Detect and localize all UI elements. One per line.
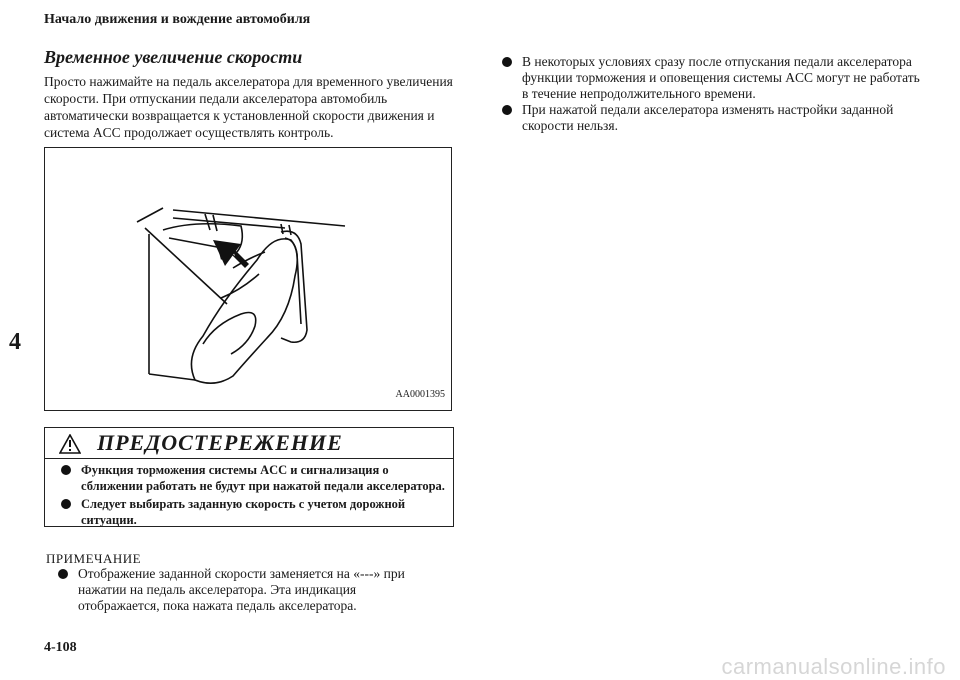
warning-item — [55, 496, 447, 528]
right-column-item-text: В некоторых условиях сразу после отпускания педали акселератора функции торможения и оповещения системы ACC могут не работать в течение непродолжительного времени. — [522, 54, 920, 101]
warning-list — [55, 462, 447, 530]
watermark: carmanualsonline.info — [721, 654, 946, 679]
figure-frame — [44, 147, 452, 411]
note-item-text: Отображение заданной скорости заменяется на «---» при нажатии на педаль акселератора. Эта индикация отображается, пока нажата педаль акселератора. — [78, 566, 405, 613]
bullet-icon — [61, 499, 71, 509]
figure-code: AA0001395 — [395, 389, 445, 400]
warning-title: ПРЕДОСТЕРЕЖЕНИЕ — [97, 430, 343, 455]
foot-pressing-accelerator-illustration — [45, 148, 451, 410]
section-intro: Просто нажимайте на педаль акселератора для временного увеличения скорости. При отпускании педали акселератора автомобиль автоматически возвращается к установленной скорости движения и система ACC продолжает осуществлять контроль. — [44, 74, 453, 140]
warning-item — [55, 462, 447, 494]
bullet-icon — [58, 569, 68, 579]
bullet-icon — [61, 465, 71, 475]
page-number: 4-108 — [44, 640, 77, 655]
note-item — [56, 566, 436, 614]
warning-box — [44, 427, 454, 527]
warning-triangle-icon — [59, 434, 81, 454]
chapter-header: Начало движения и вождение автомобиля — [44, 12, 311, 27]
bullet-icon — [502, 105, 512, 115]
note-list — [56, 566, 436, 614]
right-column-list — [500, 54, 920, 134]
chapter-tab: 4 — [9, 328, 21, 355]
warning-item-text: Следует выбирать заданную скорость с учетом дорожной ситуации. — [81, 497, 406, 527]
right-column-item-text: При нажатой педали акселератора изменять настройки заданной скорости нельзя. — [522, 102, 894, 133]
warning-header — [45, 428, 453, 459]
right-column-item — [500, 102, 920, 134]
bullet-icon — [502, 57, 512, 67]
note-label: ПРИМЕЧАНИЕ — [46, 551, 142, 566]
section-title: Временное увеличение скорости — [44, 47, 303, 67]
right-column-item — [500, 54, 920, 102]
warning-item-text: Функция торможения системы ACC и сигнализация о сближении работать не будут при нажатой педали акселератора. — [81, 463, 445, 493]
